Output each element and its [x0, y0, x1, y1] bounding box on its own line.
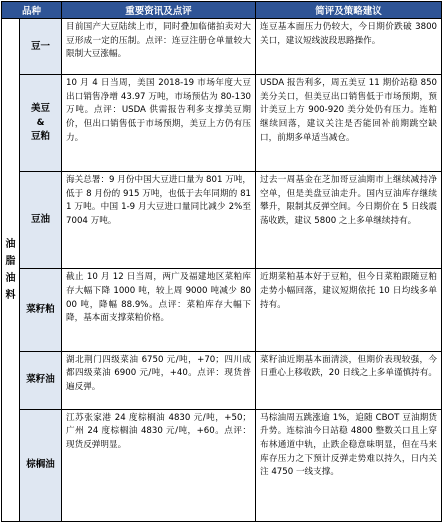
commodity-name: 菜籽油 — [20, 351, 62, 409]
review-cell: 近期菜粕基本好于豆粕，但今日菜粕跟随豆粕走势小幅回落，建议短期依托 10 日均线多单持有。 — [256, 269, 442, 351]
header-row — [2, 2, 442, 19]
table-row — [2, 19, 442, 75]
table-row — [2, 351, 442, 409]
review-cell: USDA 报告利多，周五美豆 11 期价站稳 850 美分关口，但美豆出口销售低于市场预期，预计美豆上方 900-920 美分处仍有压力。连粕继续回落，建议关注是否能回补前期跳空缺口，前期多单适当减仓。 — [256, 75, 442, 172]
commodity-name: 棕榈油 — [20, 409, 62, 521]
news-cell: 截止 10 月 12 日当周，两广及福建地区菜粕库存大幅下降 1000 吨，较上周 9000 吨减少 8000 吨，降幅 88.9%。点评：菜粕库存大幅下降，基本面支撑菜粕价格。 — [62, 269, 256, 351]
commodity-name-part1: 美豆 — [31, 103, 51, 115]
review-cell: 过去一周基金在芝加哥豆油期市上继续减持净空单，但是美盘豆油走升。国内豆油库存继续攀升，限制其反弹空间。今日期价在 5 日线震荡收跌，建议 5800 之上多单继续持有。 — [256, 172, 442, 269]
news-cell: 湖北荆门四级菜油 6750 元/吨，+70；四川成都四级菜油 6900 元/吨，+40。点评：现货普遍反弹。 — [62, 351, 256, 409]
commodity-name: 菜籽粕 — [20, 269, 62, 351]
commodity-name: 豆一 — [20, 19, 62, 75]
commodity-name: 豆油 — [20, 172, 62, 269]
table-row — [2, 172, 442, 269]
news-cell: 10 月 4 日当周，美国 2018-19 市场年度大豆出口销售净增 43.97 万吨，市场预估为 80-130 万吨。点评：USDA 供需报告利多支撑美豆期价，但出口销售低于市场预期，美豆上方仍有压力。 — [62, 75, 256, 172]
review-cell: 连豆基本面压力仍较大，今日期价跌破 3800 关口，建议短线波段思路操作。 — [256, 19, 442, 75]
commodity-name-amp: & — [36, 118, 45, 129]
table-row — [2, 75, 442, 172]
sector-label: 油脂油料 — [2, 19, 20, 522]
news-cell: 目前国产大豆陆续上市，同时叠加临储拍卖对大豆形成一定的压制。点评：连豆注册仓单量较大限制大豆涨幅。 — [62, 19, 256, 75]
commodity-report-table — [1, 1, 442, 522]
table-row — [2, 409, 442, 521]
news-cell: 海关总署：9 月份中国大豆进口量为 801 万吨，低于 8 月份的 915 万吨，也低于去年同期的 811 万吨。中国 1-9 月大豆进口量同比减少 2%至 7004 万吨。 — [62, 172, 256, 269]
header-category: 品种 — [2, 2, 62, 19]
review-cell: 马棕油周五跳涨逾 1%，追随 CBOT 豆油期货升势。连棕油今日站稳 4800 整数关口且上穿布林通道中轨，止跌企稳意味明显，但在马来库存压力之下预计反弹走势难以持久，日内关注 4750 一线支撑。 — [256, 409, 442, 521]
review-cell: 菜籽油近期基本面清淡，但期价表现较强，今日重心上移收跌，20 日线之上多单谨慎持有。 — [256, 351, 442, 409]
header-review: 简评及策略建议 — [256, 2, 442, 19]
table-row — [2, 269, 442, 351]
commodity-name-part2: 豆粕 — [31, 131, 51, 143]
commodity-name — [20, 75, 62, 172]
news-cell: 江苏张家港 24 度棕榈油 4830 元/吨，+50；广州 24 度棕榈油 4830 元/吨，+60。点评：现货反弹明显。 — [62, 409, 256, 521]
header-news: 重要资讯及点评 — [62, 2, 256, 19]
